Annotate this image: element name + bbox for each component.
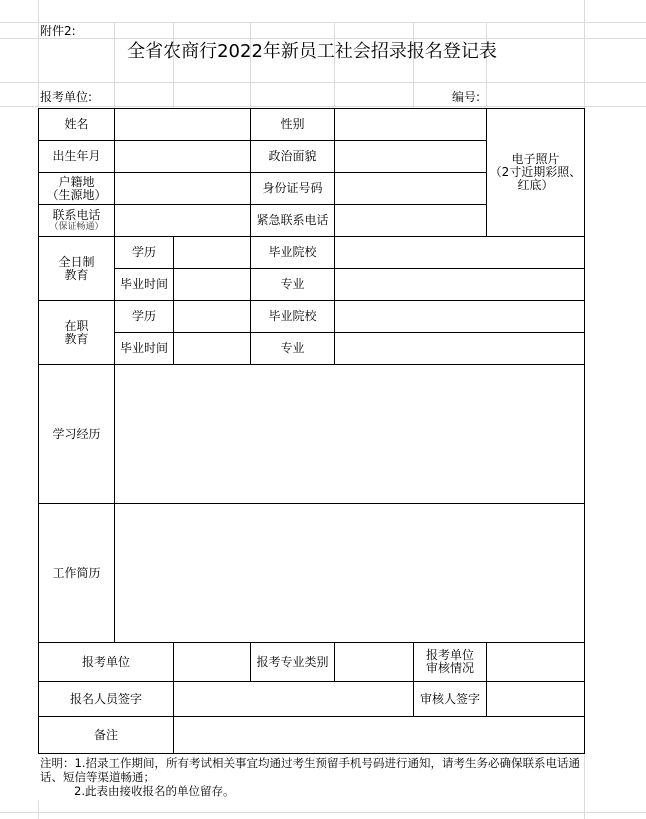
fulltime-school-field[interactable] [335,237,584,268]
political-status-field[interactable] [335,141,486,172]
notes [40,756,588,798]
emergency-phone-label: 紧急联系电话 [256,213,329,227]
major-category-field[interactable] [335,643,413,681]
review-status-label: 报考单位 审核情况 [425,648,474,675]
note-line-1: 注明：1.招录工作期间，所有考试相关事宜均通过考生预留手机号码进行通知，请考生务必确保联系电话通话、短信等渠道畅通； [40,756,580,784]
gridline [486,22,487,108]
number-label: 编号: [452,90,481,104]
apply-unit-cell-label: 报考单位 [81,654,130,669]
name-label: 姓名 [64,117,89,131]
gridline [0,106,646,107]
work-history-label: 工作简历 [52,565,101,580]
gridline [0,82,646,83]
inservice-degree-label: 学历 [131,309,156,323]
fulltime-major-label: 专业 [280,277,305,291]
phone-field[interactable] [115,205,250,236]
attachment-label: 附件2: [40,24,76,38]
emergency-phone-field[interactable] [335,205,486,236]
name-field[interactable] [115,109,250,140]
fulltime-education-label: 全日制 教育 [58,254,95,282]
gridline [0,812,646,813]
id-number-label: 身份证号码 [262,181,323,195]
inservice-major-label: 专业 [280,341,305,355]
gridline [0,38,646,39]
inservice-school-label: 毕业院校 [268,309,317,323]
photo-area[interactable]: 电子照片 （2寸近期彩照、 红底） [489,152,582,192]
study-history-field[interactable] [115,365,584,503]
hukou-field[interactable] [115,173,250,204]
gridline [334,22,335,108]
birth-label: 出生年月 [52,149,101,163]
applicant-signature-field[interactable] [174,682,413,716]
gridline [413,22,414,108]
fulltime-degree-field[interactable] [174,237,250,268]
phone-label: 联系电话 （保证畅通） [49,208,104,232]
applicant-signature-label: 报名人员签字 [69,691,142,706]
inservice-school-field[interactable] [335,301,584,332]
fulltime-major-field[interactable] [335,269,584,300]
political-status-label: 政治面貌 [268,149,317,163]
review-status-field[interactable] [487,643,584,681]
inservice-grad-time-label: 毕业时间 [119,341,168,355]
gridline [114,22,115,108]
gridline [38,0,39,108]
fulltime-school-label: 毕业院校 [268,245,317,259]
fulltime-degree-label: 学历 [131,245,156,259]
inservice-major-field[interactable] [335,333,584,364]
remarks-label: 备注 [93,728,118,742]
apply-unit-label: 报考单位: [40,90,93,104]
birth-field[interactable] [115,141,250,172]
study-history-label: 学习经历 [52,426,101,441]
gridline [250,22,251,108]
inservice-degree-field[interactable] [174,301,250,332]
reviewer-signature-label: 审核人签字 [419,691,480,706]
gender-label: 性别 [280,117,305,131]
gridline [0,22,646,23]
fulltime-grad-time-field[interactable] [174,269,250,300]
inservice-grad-time-field[interactable] [174,333,250,364]
hukou-label: 户籍地 （生源地） [46,174,107,202]
major-category-label: 报考专业类别 [256,654,329,669]
work-history-field[interactable] [115,504,584,642]
gender-field[interactable] [335,109,486,140]
fulltime-grad-time-label: 毕业时间 [119,277,168,291]
remarks-field[interactable] [174,717,584,754]
id-number-field[interactable] [335,173,486,204]
form-title: 全省农商行2022年新员工社会招录报名登记表 [127,41,497,62]
inservice-education-label: 在职 教育 [64,318,89,346]
phone-note: （保证畅通） [49,222,104,232]
note-line-2: 2.此表由接收报名的单位留存。 [74,784,235,798]
apply-unit-field[interactable] [174,643,250,681]
gridline [38,800,39,819]
gridline [173,22,174,108]
reviewer-signature-field[interactable] [487,682,584,716]
